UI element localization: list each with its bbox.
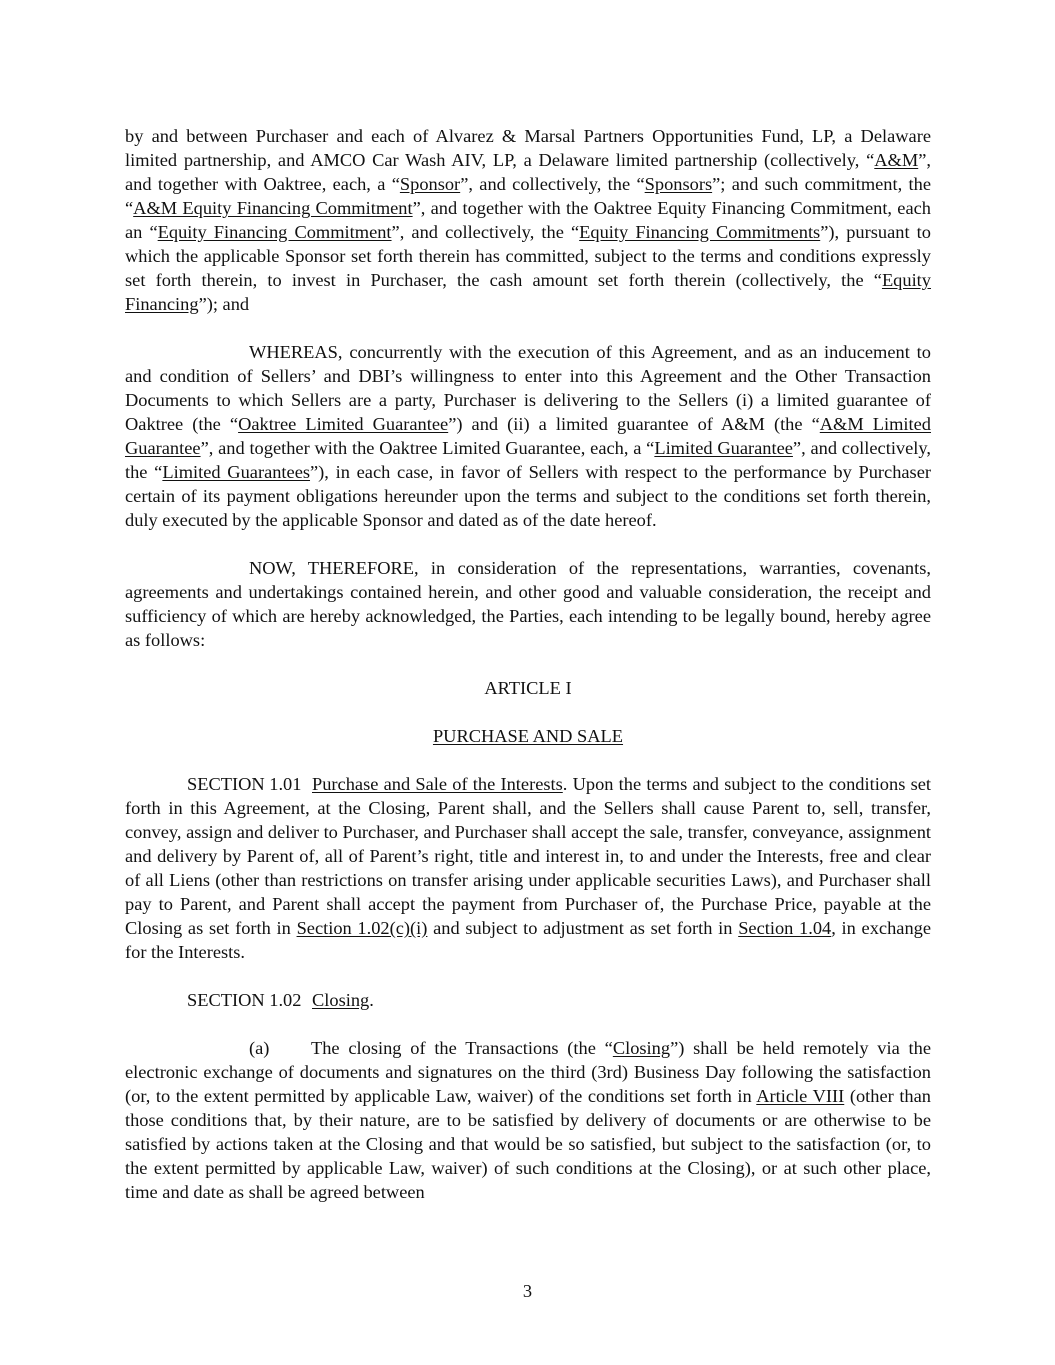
defined-term-closing: Closing (612, 1038, 671, 1058)
section-number: SECTION 1.01 (187, 774, 302, 794)
defined-term-oaktree-limited-guarantee: Oaktree Limited Guarantee (238, 414, 449, 434)
defined-term-efcs: Equity Financing Commitments (579, 222, 821, 242)
defined-term-sponsor: Sponsor (399, 174, 461, 194)
text: (other than those conditions that, by their nature, are to be satisfied by delivery of documents or are otherwise to be satisfied by actions taken at the Closing and that would be so satisfied, but subject to the satisfaction (or, to the extent permitted by applicable Law, waiver) of such conditions at the Closing), or at such other place, time and date as shall be agreed between (125, 1086, 931, 1202)
defined-term-am-limited-guarantee: A&M Limited Guarantee (125, 414, 931, 458)
section-1-02-a (125, 1036, 931, 1204)
defined-term-limited-guarantees: Limited Guarantees (162, 462, 311, 482)
text: by and between Purchaser and each of Alvarez & Marsal Partners Opportunities Fund, LP, a Delaware limited partnership, and AMCO Car Wash AIV, LP, a Delaware limited partnership (collectively, “ (125, 126, 931, 170)
article-number: ARTICLE I (484, 678, 572, 698)
page-number: 3 (522, 1281, 533, 1301)
section-heading: Closing (312, 990, 370, 1010)
text: ”, and collectively, the “ (125, 438, 931, 482)
defined-term-am-commitment: A&M Equity Financing Commitment (133, 198, 413, 218)
defined-term-sponsors: Sponsors (644, 174, 713, 194)
text: ”, and together with Oaktree, each, a “ (125, 150, 931, 194)
text: ”; and such commitment, the “ (125, 174, 931, 218)
cross-reference: Article VIII (756, 1086, 845, 1106)
subsection-label: (a) (249, 1038, 270, 1058)
text: WHEREAS, concurrently with the execution of this Agreement, and as an inducement to and condition of Sellers’ and DBI’s willingness to enter into this Agreement and the Other Transaction Documents to which Sellers are a party, Purchaser is delivering to the Sellers (i) a limited guarantee of Oaktree (the “ (125, 342, 931, 434)
paragraph-whereas (125, 340, 931, 532)
text: ”), in each case, in favor of Sellers with respect to the performance by Purchaser certain of its payment obligations hereunder upon the terms and subject to the conditions set forth therein, duly executed by the applicable Sponsor and dated as of the date hereof. (125, 462, 931, 530)
section-heading: Purchase and Sale of the Interests (312, 774, 563, 794)
text: ”), pursuant to which the applicable Sponsor set forth therein has committed, subject to the terms and conditions expressly set forth therein, to invest in Purchaser, the cash amount set forth therein (collectively, the “ (125, 222, 931, 290)
cross-reference: Section 1.04 (738, 918, 832, 938)
section-number: SECTION 1.02 (187, 990, 302, 1010)
text: ”) shall be held remotely via the electronic exchange of documents and signatures on the third (3rd) Business Day following the satisfaction (or, to the extent permitted by applicable Law, waiver) of the conditions set forth in (125, 1038, 931, 1106)
section-1-01 (125, 772, 931, 964)
text: ”, and together with the Oaktree Limited Guarantee, each, a “ (200, 438, 655, 458)
text: ”); and (198, 294, 250, 314)
text: ”, and collectively, the “ (391, 222, 580, 242)
text: and subject to adjustment as set forth in (427, 918, 739, 938)
text: . Upon the terms and subject to the conditions set forth in this Agreement, at the Closing, Parent shall, and the Sellers shall cause Parent to, sell, transfer, convey, assign and deliver to Purchaser, and Purchaser shall accept the sale, transfer, conveyance, assignment and delivery by Parent of, all of Parent’s right, title and interest in, to and under the Interests, free and clear of all Liens (other than restrictions on transfer arising under applicable securities Laws), and Purchaser shall pay to Parent, and Parent shall accept the payment from Purchaser of, the Purchase Price, payable at the Closing as set forth in (125, 774, 931, 938)
text: , in exchange for the Interests. (125, 918, 931, 962)
document-page (125, 124, 931, 1204)
cross-reference: Section 1.02(c)(i) (296, 918, 428, 938)
text: ”, and collectively, the “ (460, 174, 645, 194)
text: The closing of the Transactions (the “ (311, 1038, 613, 1058)
article-title-text: PURCHASE AND SALE (432, 726, 624, 746)
paragraph-now-therefore: NOW, THEREFORE, in consideration of the representations, warranties, covenants, agreements and undertakings contained herein, and other good and valuable consideration, the receipt and sufficiency of which are hereby acknowledged, the Parties, each intending to be legally bound, hereby agree as follows: (125, 558, 931, 650)
text: ”) and (ii) a limited guarantee of A&M (the “ (448, 414, 820, 434)
text: . (369, 990, 374, 1010)
defined-term-efc: Equity Financing Commitment (157, 222, 392, 242)
defined-term-equity-financing: Equity Financing (125, 270, 931, 314)
article-title (125, 724, 931, 748)
paragraph-sponsors (125, 124, 931, 316)
section-1-02 (125, 988, 931, 1012)
defined-term-limited-guarantee: Limited Guarantee (654, 438, 793, 458)
defined-term-am: A&M (874, 150, 919, 170)
text: ”, and together with the Oaktree Equity Financing Commitment, each an “ (125, 198, 931, 242)
